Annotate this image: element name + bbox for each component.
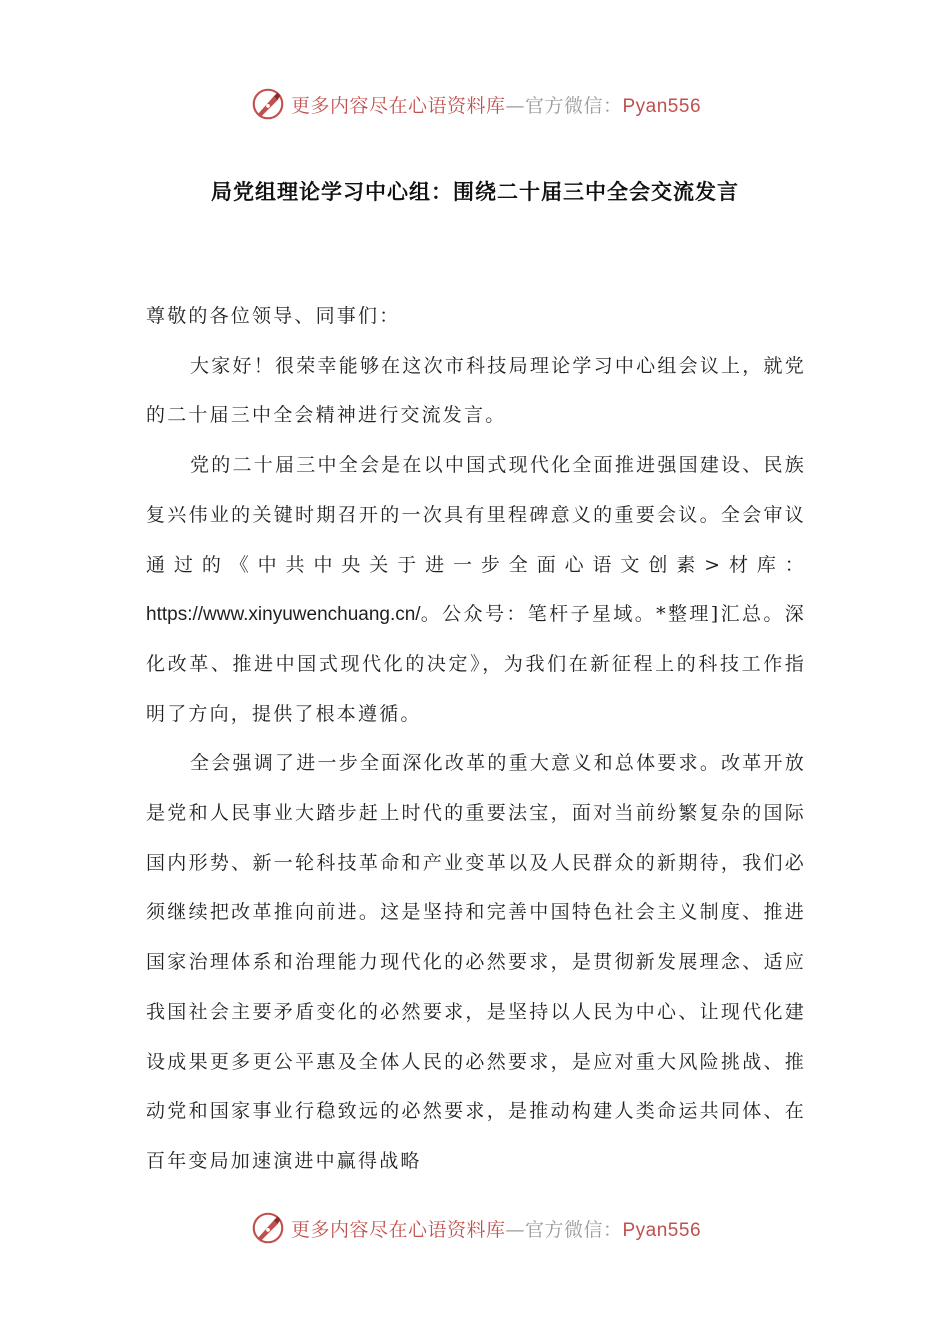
- document-title: 局党组理论学习中心组：围绕二十届三中全会交流发言: [211, 180, 739, 204]
- banner-separator: —: [505, 94, 525, 117]
- paragraph-1: 大家好！很荣幸能够在这次市科技局理论学习中心组会议上，就党的二十届三中全会精神进行交流发言。: [146, 354, 806, 427]
- pen-nib-logo-icon: [249, 1209, 287, 1247]
- footer-banner: [0, 1208, 950, 1248]
- paragraph-2-part-b: 。公众号：笔杆子星域。*整理]汇总。深化改革、推进中国式现代化的决定》，为我们在新征程上的科技工作指明了方向，提供了根本遵循。: [146, 603, 806, 725]
- document-body: [146, 292, 806, 1187]
- banner-text: [291, 91, 701, 118]
- banner-main-text: 更多内容尽在心语资料库: [290, 94, 506, 117]
- pen-nib-logo-icon: [249, 85, 287, 123]
- paragraph-2-url: https://www.xinyuwenchuang.cn/: [146, 604, 421, 626]
- banner-wechat-id: Pyan556: [622, 1219, 702, 1241]
- banner-wechat-id: Pyan556: [622, 95, 702, 117]
- paragraph-2: [146, 441, 806, 739]
- banner-label: 官方微信：: [524, 94, 623, 117]
- greeting: 尊敬的各位领导、同事们：: [146, 305, 401, 327]
- banner-separator: —: [505, 1218, 525, 1241]
- banner-label: 官方微信：: [524, 1218, 623, 1241]
- paragraph-2-part-a: 党的二十届三中全会是在以中国式现代化全面推进强国建设、民族复兴伟业的关键时期召开的一次具有里程碑意义的重要会议。全会审议通过的《中共中央关于进一步全面心语文创素>材库：: [146, 454, 806, 576]
- paragraph-3: 全会强调了进一步全面深化改革的重大意义和总体要求。改革开放是党和人民事业大踏步赶上时代的重要法宝，面对当前纷繁复杂的国际国内形势、新一轮科技革命和产业变革以及人民群众的新期待，我们必须继续把改革推向前进。这是坚持和完善中国特色社会主义制度、推进国家治理体系和治理能力现代化的必然要求，是贯彻新发展理念、适应我国社会主要矛盾变化的必然要求，是坚持以人民为中心、让现代化建设成果更多更公平惠及全体人民的必然要求，是应对重大风险挑战、推动党和国家事业行稳致远的必然要求，是推动构建人类命运共同体、在百年变局加速演进中赢得战略: [146, 752, 806, 1172]
- banner-text: [291, 1215, 701, 1242]
- banner-main-text: 更多内容尽在心语资料库: [290, 1218, 506, 1241]
- header-banner: [0, 84, 950, 124]
